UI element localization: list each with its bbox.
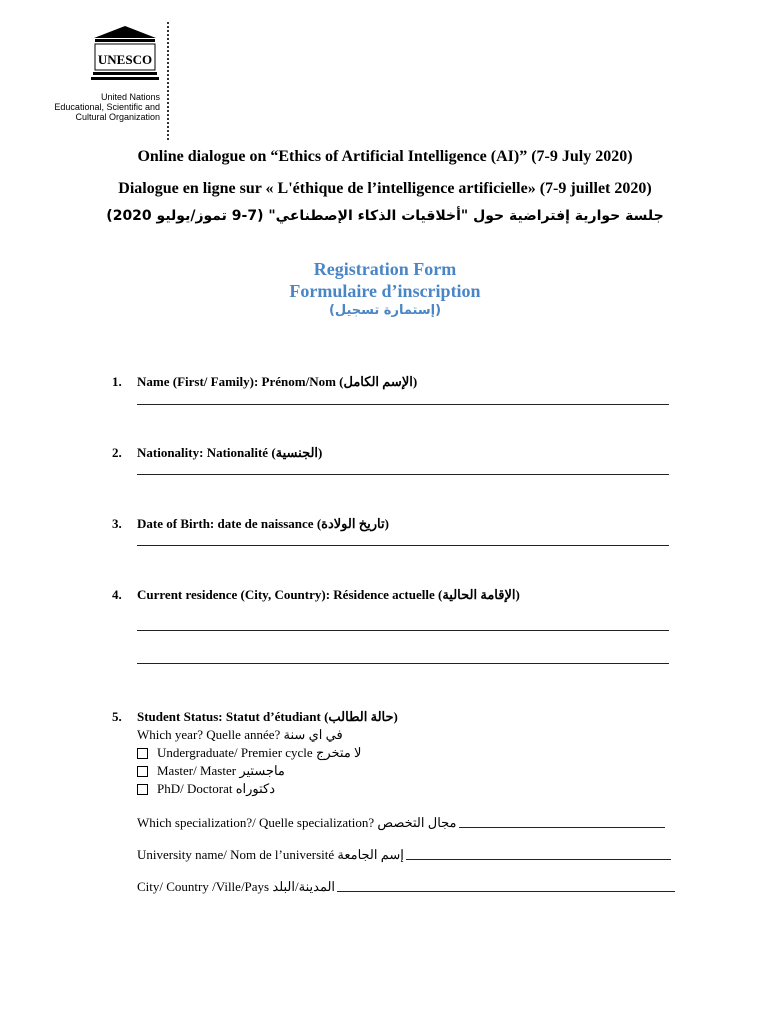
form-title-arabic: (إستمارة تسجيل) <box>328 303 442 318</box>
org-line: Cultural Organization <box>75 112 160 122</box>
question-number: 3. <box>112 516 122 531</box>
org-line: United Nations <box>100 92 160 102</box>
question-dob-label: Date of Birth: date de naissance (تاريخ الولادة) <box>137 516 389 531</box>
checkbox[interactable] <box>137 784 148 795</box>
option-master[interactable] <box>137 763 285 779</box>
specialization-label: Which specialization?/ Quelle specialization? مجال التخصص <box>137 815 457 830</box>
residence-answer-line-1[interactable] <box>137 630 669 631</box>
logo-wordmark: UNESCO <box>97 52 153 67</box>
university-field <box>137 847 671 863</box>
unesco-logo <box>90 24 160 84</box>
form-title-english: Registration Form <box>313 259 457 279</box>
question-name-label: Name (First/ Family): Prénom/Nom (الإسم الكامل) <box>137 374 418 389</box>
option-label: Master/ Master ماجستير <box>157 763 285 778</box>
city-country-label: City/ Country /Ville/Pays المدينة/البلد <box>137 879 336 894</box>
nationality-answer-line[interactable] <box>137 474 669 475</box>
question-number: 4. <box>112 587 122 602</box>
heading-french: Dialogue en ligne sur « L'éthique de l’intelligence artificielle» (7-9 juillet 2020) <box>118 180 652 197</box>
heading-english: Online dialogue on “Ethics of Artificial Intelligence (AI)” (7-9 July 2020) <box>137 148 633 165</box>
question-number: 2. <box>112 445 122 460</box>
question-number: 5. <box>112 709 122 724</box>
university-label: University name/ Nom de l’université إسم الجامعة <box>137 847 404 862</box>
which-year-label: Which year? Quelle année? في اي سنة <box>137 727 343 742</box>
option-undergraduate[interactable] <box>137 745 361 761</box>
option-phd[interactable] <box>137 781 275 797</box>
city-country-answer-line[interactable] <box>337 891 675 892</box>
checkbox[interactable] <box>137 766 148 777</box>
dob-answer-line[interactable] <box>137 545 669 546</box>
question-nationality-label: Nationality: Nationalité (الجنسية) <box>137 445 323 460</box>
heading-arabic: جلسة حوارية إفتراضية حول "أخلاقيات الذكاء الإصطناعي" (7-9 تموز/يوليو 2020) <box>106 208 664 224</box>
question-residence-label: Current residence (City, Country): Résidence actuelle (الإقامة الحالية) <box>137 587 520 602</box>
name-answer-line[interactable] <box>137 404 669 405</box>
form-title-french: Formulaire d’inscription <box>289 281 481 301</box>
dotted-divider <box>167 22 169 140</box>
option-label: Undergraduate/ Premier cycle لا متخرج <box>157 745 362 760</box>
city-country-field <box>137 879 675 895</box>
specialization-field <box>137 815 665 831</box>
question-student-status-label: Student Status: Statut d’étudiant (حالة الطالب) <box>137 709 398 724</box>
question-number: 1. <box>112 374 122 389</box>
checkbox[interactable] <box>137 748 148 759</box>
residence-answer-line-2[interactable] <box>137 663 669 664</box>
specialization-answer-line[interactable] <box>459 827 665 828</box>
org-line: Educational, Scientific and <box>54 102 160 112</box>
option-label: PhD/ Doctorat دكتوراه <box>157 781 276 796</box>
organization-name <box>45 92 160 122</box>
university-answer-line[interactable] <box>406 859 671 860</box>
